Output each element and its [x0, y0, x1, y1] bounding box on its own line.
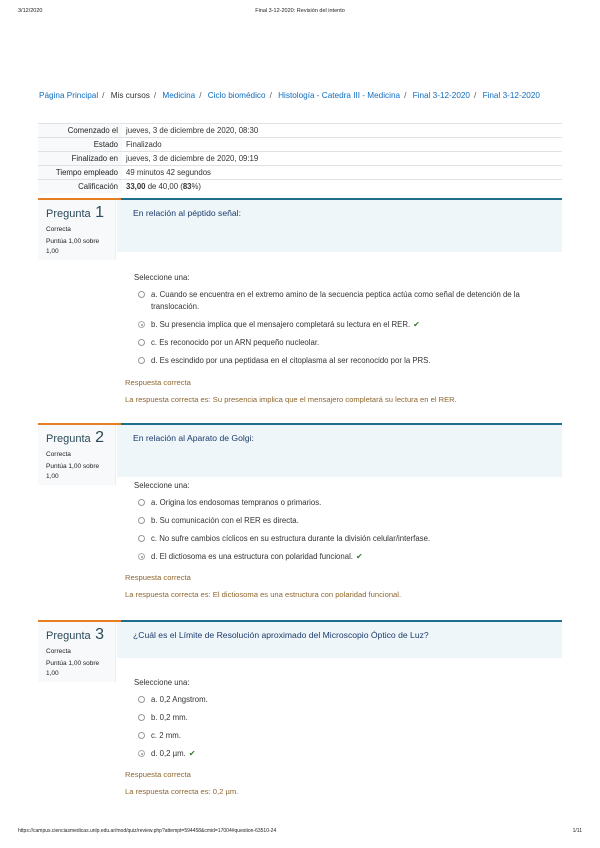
answer-prompt: Seleccione una: — [134, 273, 190, 282]
print-date: 3/12/2020 — [18, 8, 43, 14]
summary-value — [122, 180, 562, 194]
answer-area — [134, 273, 554, 370]
question-info — [38, 622, 116, 682]
question-info — [38, 425, 116, 485]
option-label: d. Es escindido por una peptidasa en el citoplasma al ser reconocido por la PRS. — [151, 356, 431, 365]
answer-prompt: Seleccione una: — [134, 678, 190, 687]
answer-option-d[interactable] — [134, 548, 554, 566]
feedback — [125, 770, 554, 796]
breadcrumb-course[interactable]: Histología - Catedra III - Medicina — [278, 91, 401, 100]
grade-score: 33,00 — [126, 182, 146, 191]
answer-option-c[interactable] — [134, 727, 554, 745]
print-header — [18, 8, 582, 20]
grade-percent: 83 — [182, 182, 192, 191]
feedback-right-answer: La respuesta correcta es: Su presencia implica que el mensajero completará su lectura en el RER. — [125, 395, 457, 404]
breadcrumb-home[interactable]: Página Principal — [39, 91, 99, 100]
option-label: d. El dictiosoma es una estructura con polaridad funcional. — [151, 552, 353, 561]
option-label: c. No sufre cambios cíclicos en su estructura durante la división celular/interfase. — [151, 534, 431, 543]
correct-check-icon: ✔ — [413, 320, 420, 329]
option-label: c. Es reconocido por un ARN pequeño nucleolar. — [151, 338, 320, 347]
print-url: https://campus.cienciasmedicas.unlp.edu.ar/mod/quiz/review.php?attempt=594458&cmid=17004#question-63510-24 — [18, 828, 277, 834]
answer-option-a[interactable] — [134, 494, 554, 512]
breadcrumb: Página Principal / Mis cursos / Medicina / Ciclo biomédico / Histología - Catedra III - Medicina / Final 3-12-2020 / Final 3-12-2020 — [39, 91, 540, 100]
question-text-box — [117, 622, 562, 658]
question-3 — [38, 620, 562, 805]
option-label: c. 2 mm. — [151, 731, 181, 740]
feedback-title: Respuesta correcta — [125, 573, 191, 582]
question-grade: Puntúa 1,00 sobre 1,00 — [46, 660, 100, 677]
answer-area — [134, 481, 554, 566]
summary-label: Comenzado el — [38, 124, 122, 138]
summary-value: jueves, 3 de diciembre de 2020, 09:19 — [122, 152, 562, 166]
summary-row-state — [38, 138, 562, 152]
option-label: a. Origina los endosomas tempranos o primarios. — [151, 498, 322, 507]
option-label: b. 0,2 mm. — [151, 713, 188, 722]
radio-button[interactable] — [138, 517, 145, 524]
question-text: En relación al péptido señal: — [133, 208, 241, 218]
summary-label: Tiempo empleado — [38, 166, 122, 180]
summary-value: 49 minutos 42 segundos — [122, 166, 562, 180]
attempt-summary-table — [38, 123, 562, 193]
radio-button[interactable] — [138, 732, 145, 739]
question-number: 1 — [95, 204, 105, 221]
answer-option-d[interactable] — [134, 745, 554, 763]
summary-label: Calificación — [38, 180, 122, 194]
radio-button[interactable] — [138, 499, 145, 506]
answer-option-c[interactable] — [134, 530, 554, 548]
answer-area — [134, 678, 554, 763]
answer-option-c[interactable] — [134, 334, 554, 352]
feedback — [125, 378, 554, 404]
question-state: Correcta — [46, 648, 71, 655]
question-text-box — [117, 425, 562, 477]
summary-label: Estado — [38, 138, 122, 152]
radio-button[interactable] — [138, 321, 145, 328]
grade-close: %) — [191, 182, 202, 191]
radio-button[interactable] — [138, 357, 145, 364]
feedback-right-answer: La respuesta correcta es: 0,2 µm. — [125, 787, 239, 796]
summary-label: Finalizado en — [38, 152, 122, 166]
radio-button[interactable] — [138, 535, 145, 542]
question-grade: Puntúa 1,00 sobre 1,00 — [46, 463, 100, 480]
radio-button[interactable] — [138, 339, 145, 346]
correct-check-icon: ✔ — [355, 552, 363, 561]
question-state: Correcta — [46, 226, 71, 233]
summary-value: jueves, 3 de diciembre de 2020, 08:30 — [122, 124, 562, 138]
summary-row-time — [38, 166, 562, 180]
answer-option-b[interactable] — [134, 316, 554, 334]
print-footer — [18, 828, 582, 838]
answer-option-a[interactable] — [134, 286, 554, 316]
question-text: ¿Cuál es el Límite de Resolución aproximado del Microscopio Óptico de Luz? — [133, 630, 429, 640]
question-text: En relación al Aparato de Golgi: — [133, 433, 254, 443]
question-grade: Puntúa 1,00 sobre 1,00 — [46, 238, 100, 255]
feedback-title: Respuesta correcta — [125, 770, 191, 779]
question-state: Correcta — [46, 451, 71, 458]
question-label: Pregunta — [46, 630, 91, 642]
radio-button[interactable] — [138, 291, 145, 298]
correct-check-icon: ✔ — [188, 749, 196, 758]
breadcrumb-quiz[interactable]: Final 3-12-2020 — [482, 91, 540, 100]
question-text-box — [117, 200, 562, 252]
summary-value: Finalizado — [122, 138, 562, 152]
question-number: 3 — [95, 626, 105, 643]
answer-option-b[interactable] — [134, 709, 554, 727]
option-label: a. 0,2 Angstrom. — [151, 695, 208, 704]
radio-button[interactable] — [138, 553, 145, 560]
question-label: Pregunta — [46, 208, 91, 220]
option-label: b. Su comunicación con el RER es directa. — [151, 516, 299, 525]
summary-row-finished — [38, 152, 562, 166]
breadcrumb-medicina[interactable]: Medicina — [162, 91, 196, 100]
feedback-right-answer: La respuesta correcta es: El dictiosoma es una estructura con polaridad funcional. — [125, 590, 402, 599]
question-number: 2 — [95, 429, 105, 446]
grade-of: de 40,00 ( — [147, 182, 183, 191]
radio-button[interactable] — [138, 696, 145, 703]
question-label: Pregunta — [46, 433, 91, 445]
question-2 — [38, 423, 562, 613]
summary-row-started — [38, 124, 562, 138]
question-1 — [38, 198, 562, 418]
breadcrumb-ciclo[interactable]: Ciclo biomédico — [207, 91, 266, 100]
print-page-number: 1/11 — [572, 828, 582, 834]
question-info — [38, 200, 116, 260]
option-label: a. Cuando se encuentra en el extremo amino de la secuencia peptica actúa como señal de detención de la translocación. — [151, 290, 520, 311]
option-label: b. Su presencia implica que el mensajero completará su lectura en el RER. — [151, 320, 411, 329]
breadcrumb-my-courses: Mis cursos — [110, 91, 150, 100]
print-title: Final 3-12-2020: Revisión del intento — [255, 8, 345, 14]
answer-option-d[interactable] — [134, 352, 554, 370]
radio-button[interactable] — [138, 714, 145, 721]
answer-option-b[interactable] — [134, 512, 554, 530]
radio-button[interactable] — [138, 750, 145, 757]
answer-option-a[interactable] — [134, 691, 554, 709]
feedback-title: Respuesta correcta — [125, 378, 191, 387]
answer-prompt: Seleccione una: — [134, 481, 190, 490]
option-label: d. 0,2 µm. — [151, 749, 186, 758]
breadcrumb-section[interactable]: Final 3-12-2020 — [412, 91, 470, 100]
feedback — [125, 573, 554, 599]
summary-row-grade — [38, 180, 562, 194]
